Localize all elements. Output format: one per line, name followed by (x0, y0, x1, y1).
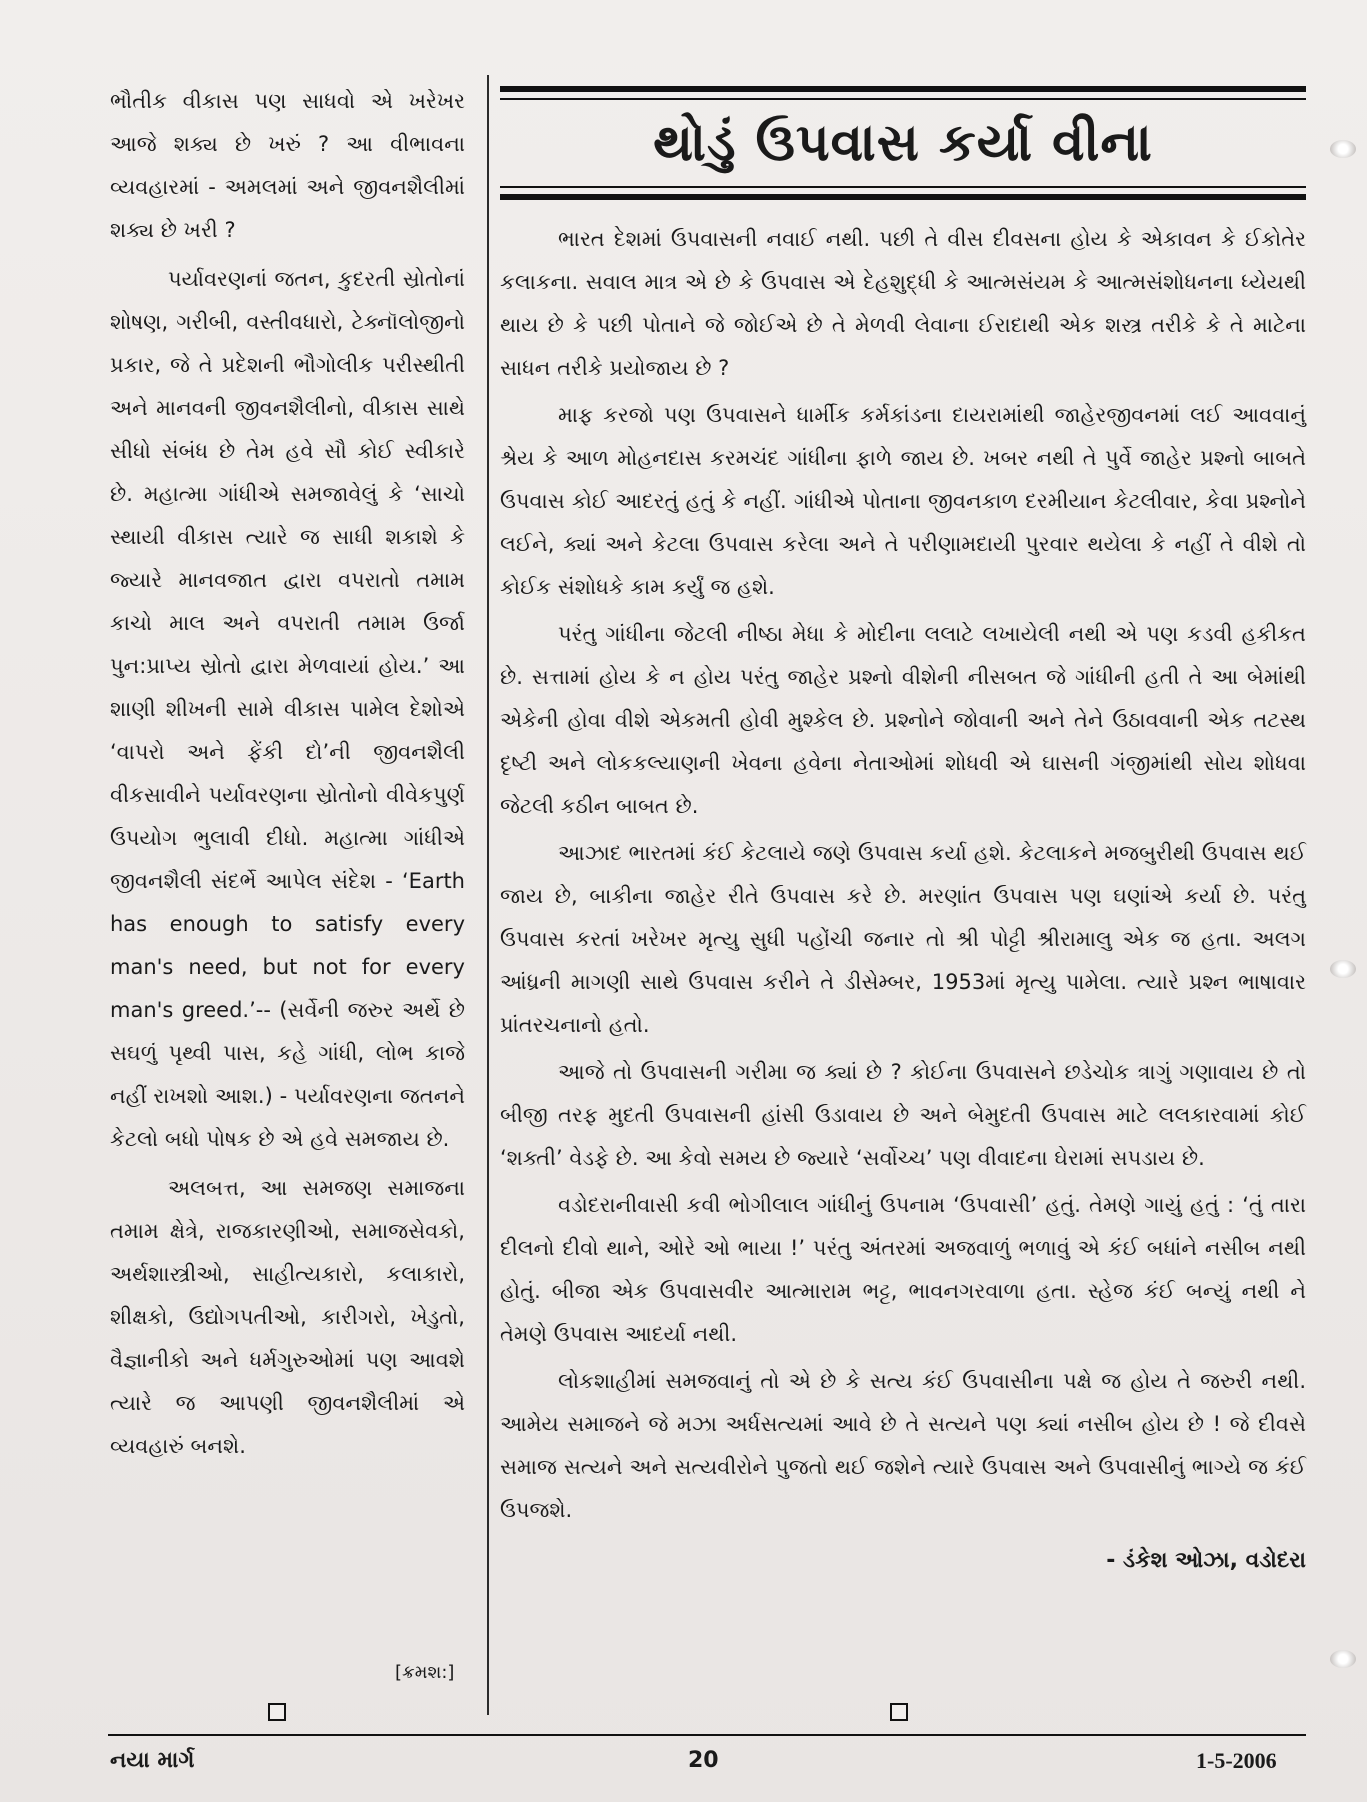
left-paragraph: અલબત્ત, આ સમજણ સમાજના તમામ ક્ષેત્રે, રાજકારણીઓ, સમાજસેવકો, અર્થશાસ્ત્રીઓ, સાહીત્યકારો, કલાકારો, શીક્ષકો, ઉદ્યોગપતીઓ, કારીગરો, ખેડુતો, વૈજ્ઞાનીકો અને ધર્મગુરુઓમાં પણ આવશે ત્યારે જ આપણી જીવનશૈલીમાં એ વ્યવહારું બનશે. (110, 1176, 465, 1458)
article-paragraph: વડોદરાનીવાસી કવી ભોગીલાલ ગાંધીનું ઉપનામ ‘ઉપવાસી’ હતું. તેમણે ગાયું હતું : ‘તું તારા દીલનો દીવો થાને, ઓરે ઓ ભાયા !’ પરંતુ અંતરમાં અજવાળું ભળાવું એ કંઈ બધાંને નસીબ નથી હોતું. બીજા એક ઉપવાસવીર આત્મારામ ભટ્ટ, ભાવનગરવાળા હતા. સ્હેજ કંઈ બન્યું નથી ને તેમણે ઉપવાસ આદર્યા નથી. (500, 1193, 1306, 1346)
title-rule-bottom-thin (500, 186, 1306, 188)
article-paragraph: ભારત દેશમાં ઉપવાસની નવાઈ નથી. પછી તે વીસ દીવસના હોય કે એકાવન કે ઈકોતેર કલાકના. સવાલ માત્ર એ છે કે ઉપવાસ એ દેહશુદ્ધી કે આત્મસંયમ કે આત્મસંશોધનના ધ્યેયથી થાય છે કે પછી પોતાને જે જોઈએ છે તે મેળવી લેવાના ઈરાદાથી એક શસ્ત્ર તરીકે કે તે માટેના સાધન તરીકે પ્રયોજાય છે ? (500, 227, 1306, 380)
right-column (500, 80, 1306, 1586)
magazine-name: નયા માર્ગ (110, 1748, 195, 1773)
left-paragraph: ભૌતીક વીકાસ પણ સાધવો એ ખરેખર આજે શક્ય છે ખરું ? આ વીભાવના વ્યવહારમાં - અમલમાં અને જીવનશૈલીમાં શક્ય છે ખરી ? (110, 89, 465, 242)
article-paragraph: આજે તો ઉપવાસની ગરીમા જ ક્યાં છે ? કોઈના ઉપવાસને છડેચોક ત્રાગું ગણાવાય છે તો બીજી તરફ મુદતી ઉપવાસની હાંસી ઉડાવાય છે અને બેમુદતી ઉપવાસ માટે લલકારવામાં કોઈ ‘શક્તી’ વેડફે છે. આ કેવો સમય છે જ્યારે ‘સર્વોચ્ચ’ પણ વીવાદના ઘેરામાં સપડાય છે. (500, 1060, 1306, 1170)
left-column (110, 80, 465, 1474)
title-rule-top (500, 86, 1306, 92)
author-signature: - ડંકેશ ઓઝા, વડોદરા (1106, 1548, 1306, 1573)
article-paragraph: માફ કરજો પણ ઉપવાસને ધાર્મીક કર્મકાંડના દાયરામાંથી જાહેરજીવનમાં લઈ આવવાનું શ્રેય કે આળ મોહનદાસ કરમચંદ ગાંધીના ફાળે જાય છે. ખબર નથી તે પુર્વે જાહેર પ્રશ્નો બાબતે ઉપવાસ કોઈ આદરતું હતું કે નહીં. ગાંધીએ પોતાના જીવનકાળ દરમીયાન કેટલીવાર, કેવા પ્રશ્નોને લઈને, ક્યાં અને કેટલા ઉપવાસ કરેલા અને તે પરીણામદાયી પુરવાર થયેલા કે નહીં તે વીશે તો કોઈક સંશોધકે કામ કર્યું જ હશે. (500, 403, 1306, 599)
column-divider (487, 75, 489, 1715)
left-paragraph: પર્યાવરણનાં જતન, કુદરતી સ્રોતોનાં શોષણ, ગરીબી, વસ્તીવધારો, ટેક્નૉલોજીનો પ્રકાર, જે તે પ્રદેશની ભૌગોલીક પરીસ્થીતી અને માનવની જીવનશૈલીનો, વીકાસ સાથે સીધો સંબંધ છે તેમ હવે સૌ કોઈ સ્વીકારે છે. મહાત્મા ગાંધીએ સમજાવેલું કે ‘સાચો સ્થાયી વીકાસ ત્યારે જ સાધી શકાશે કે જ્યારે માનવજાત દ્વારા વપરાતો તમામ કાચો માલ અને વપરાતી તમામ ઉર્જા પુન:પ્રાપ્ય સ્રોતો દ્વારા મેળવાયાં હોય.’ આ શાણી શીખની સામે વીકાસ પામેલ દેશોએ ‘વાપરો અને ફેંકી દો’ની જીવનશૈલી વીકસાવીને પર્યાવરણના સ્રોતોનો વીવેકપુર્ણ ઉપયોગ ભુલાવી દીધો. મહાત્મા ગાંધીએ જીવનશૈલી સંદર્ભે આપેલ સંદેશ - ‘Earth has enough to satisfy every man's need, but not for every man's greed.’-- (સર્વેની જરુર અર્થે છે સઘળું પૃથ્વી પાસ, કહે ગાંધી, લોભ કાજે નહીં રાખશો આશ.) - પર્યાવરણના જતનને કેટલો બધો પોષક છે એ હવે સમજાય છે. (110, 267, 465, 1151)
punch-hole (1330, 1650, 1356, 1668)
article-title: થોડું ઉપવાસ કર્યા વીના (653, 113, 1153, 173)
continued-marker: [ક્રમશ:] (395, 1662, 455, 1683)
article-paragraph: લોકશાહીમાં સમજવાનું તો એ છે કે સત્ય કંઈ ઉપવાસીના પક્ષે જ હોય તે જરુરી નથી. આમેય સમાજને જે મઝા અર્ધસત્યમાં આવે છે તે સત્યને પણ ક્યાં નસીબ હોય છે ! જે દીવસે સમાજ સત્યને અને સત્યવીરોને પુજતો થઈ જશેને ત્યારે ઉપવાસ અને ઉપવાસીનું ભાગ્યે જ કંઈ ઉપજશે. (500, 1369, 1306, 1522)
end-mark (890, 1703, 908, 1721)
punch-hole (1330, 140, 1356, 158)
end-mark (268, 1703, 286, 1721)
issue-date: 1-5-2006 (1196, 1748, 1277, 1773)
article-body (500, 218, 1306, 1532)
punch-hole (1330, 960, 1356, 978)
footer-rule (108, 1734, 1306, 1736)
article-paragraph: પરંતુ ગાંધીના જેટલી નીષ્ઠા મેધા કે મોદીના લલાટે લખાયેલી નથી એ પણ કડવી હકીકત છે. સત્તામાં હોય કે ન હોય પરંતુ જાહેર પ્રશ્નો વીશેની નીસબત જે ગાંધીની હતી તે આ બેમાંથી એકેની હોવા વીશે એકમતી હોવી મુશ્કેલ છે. પ્રશ્નોને જોવાની અને તેને ઉઠાવવાની એક તટસ્થ દૃષ્ટી અને લોકકલ્યાણની ખેવના હવેના નેતાઓમાં શોધવી એ ઘાસની ગંજીમાંથી સોય શોધવા જેટલી કઠીન બાબત છે. (500, 622, 1306, 818)
article-paragraph: આઝાદ ભારતમાં કંઈ કેટલાયે જણે ઉપવાસ કર્યા હશે. કેટલાકને મજબુરીથી ઉપવાસ થઈ જાય છે, બાકીના જાહેર રીતે ઉપવાસ કરે છે. મરણાંત ઉપવાસ પણ ઘણાંએ કર્યા છે. પરંતુ ઉપવાસ કરતાં ખરેખર મૃત્યુ સુધી પહોંચી જનાર તો શ્રી પોટ્ટી શ્રીરામાલુ એક જ હતા. અલગ આંધ્રની માગણી સાથે ઉપવાસ કરીને તે ડીસેમ્બર, 1953માં મૃત્યુ પામેલા. ત્યારે પ્રશ્ન ભાષાવાર પ્રાંતરચનાનો હતો. (500, 841, 1306, 1037)
page-number: 20 (688, 1748, 719, 1773)
title-rule-bottom (500, 194, 1306, 200)
